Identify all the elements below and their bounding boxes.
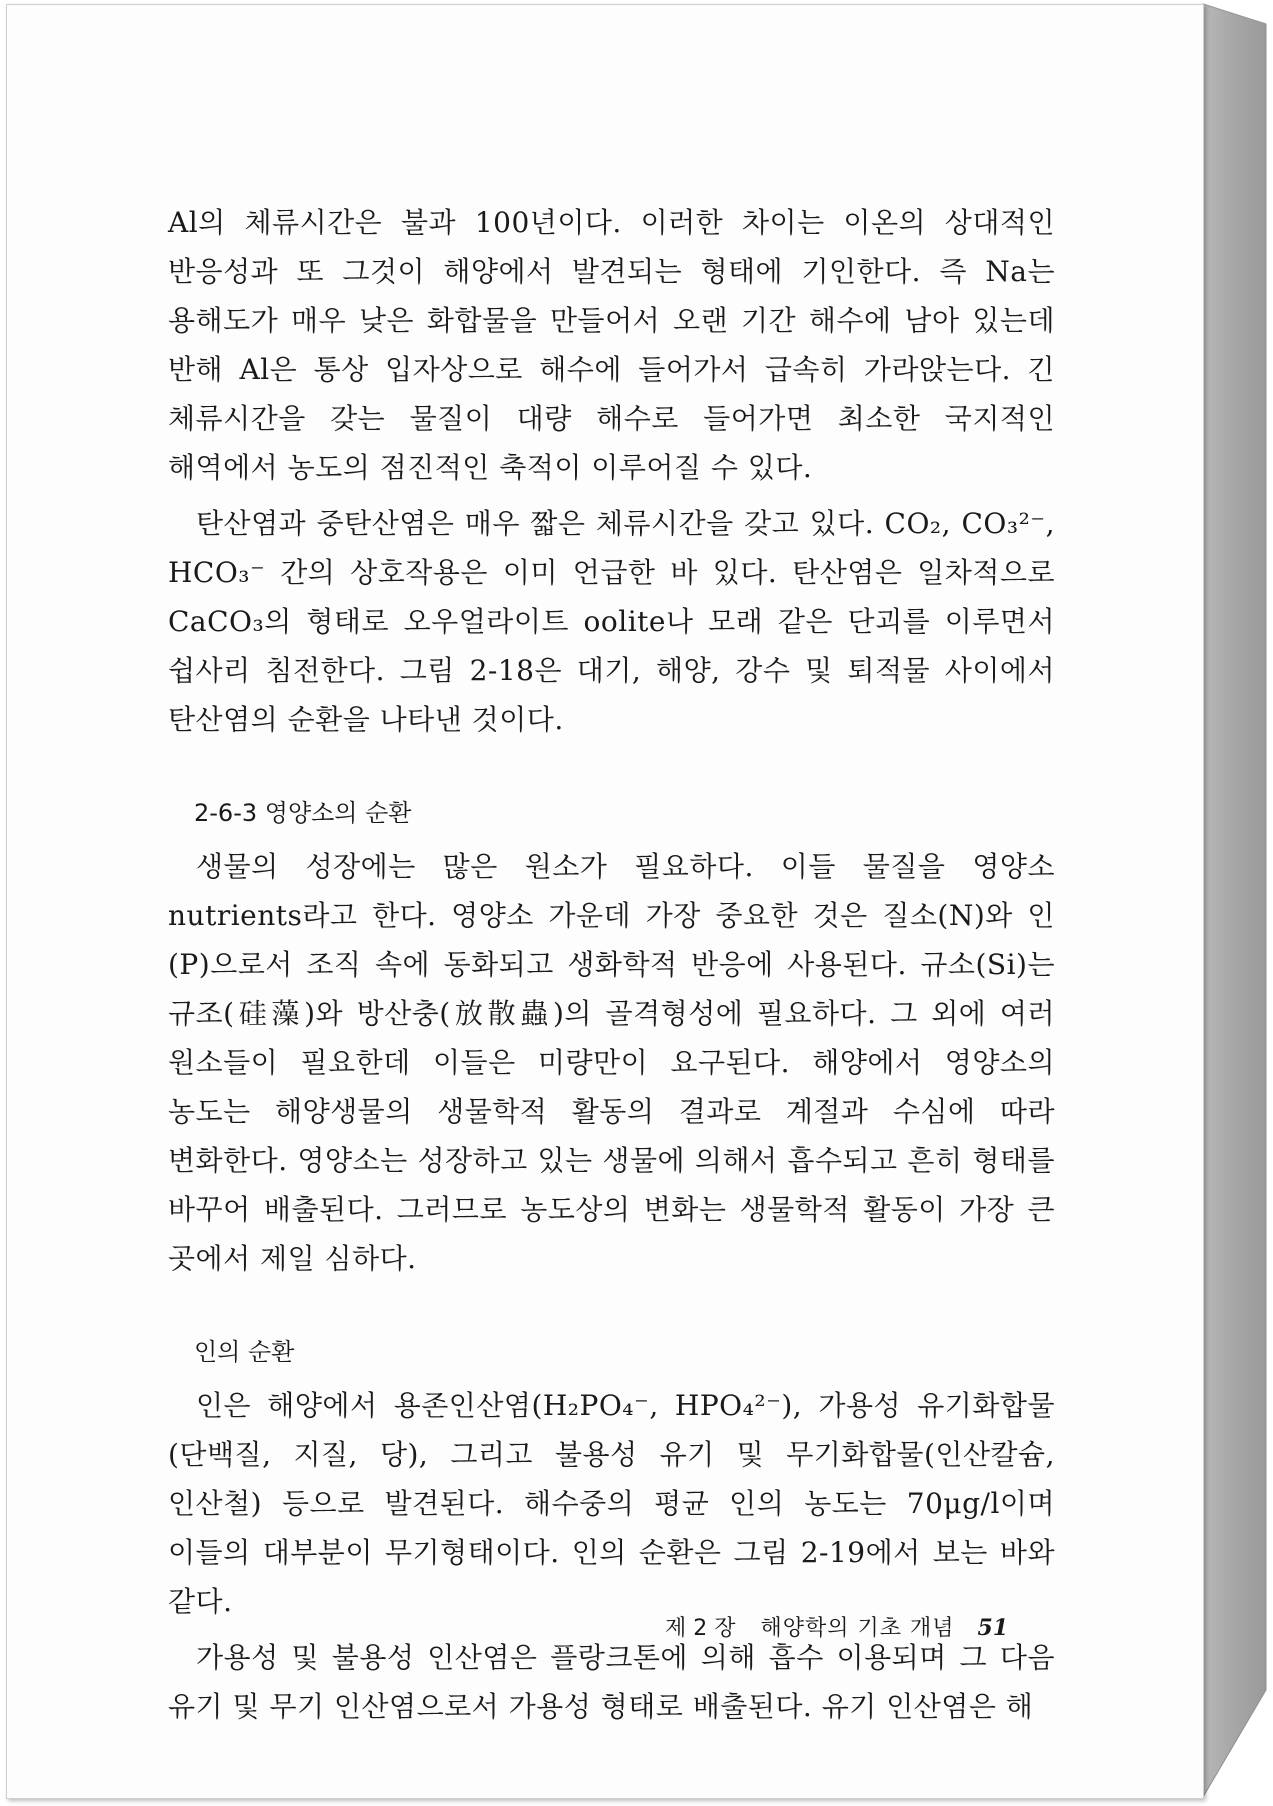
paragraph-residence-time: Al의 체류시간은 불과 100년이다. 이러한 차이는 이온의 상대적인 반응성과 또 그것이 해양에서 발견되는 형태에 기인한다. 즉 Na는 용해도가 매우 낮은 화합물을 만들어서 오랜 기간 해수에 남아 있는데 반해 Al은 통상 입자상으로 해수에 들어가서 급속히 가라앉는다. 긴 체류시간을 갖는 물질이 대량 해수로 들어가면 최소한 국지적인 해역에서 농도의 점진적인 축적이 이루어질 수 있다. [168, 206, 1055, 484]
section-heading-phosphorus-cycle: 인의 순환 [194, 1338, 295, 1366]
paragraph-phosphorus-forms: 인은 해양에서 용존인산염(H₂PO₄⁻, HPO₄²⁻), 가용성 유기화합물(단백질, 지질, 당), 그리고 불용성 유기 및 무기화합물(인산칼슘, 인산철) 등으로 발견된다. 해수중의 평균 인의 농도는 70μg/l이며 이들의 대부분이 무기형태이다. 인의 순환은 그림 2-19에서 보는 바와 같다. [168, 1389, 1055, 1618]
footer-chapter: 제 2 장 [665, 1616, 736, 1641]
page-number: 51 [977, 1615, 1009, 1641]
paragraph-phosphate-uptake: 가용성 및 불용성 인산염은 플랑크톤에 의해 흡수 이용되며 그 다음 유기 및 무기 인산염으로서 가용성 형태로 배출된다. 유기 인산염은 해 [168, 1641, 1055, 1723]
footer-chapter-title: 해양학의 기초 개념 [760, 1616, 955, 1641]
page-footer [665, 1611, 1008, 1642]
section-heading-nutrient-cycle: 2-6-3 영양소의 순환 [194, 799, 412, 827]
paragraph-carbonate: 탄산염과 중탄산염은 매우 짧은 체류시간을 갖고 있다. CO₂, CO₃²⁻, HCO₃⁻ 간의 상호작용은 이미 언급한 바 있다. 탄산염은 일차적으로 CaCO₃의 형태로 오우얼라이트 oolite나 모래 같은 단괴를 이루면서 쉽사리 침전한다. 그림 2-18은 대기, 해양, 강수 및 퇴적물 사이에서 탄산염의 순환을 나타낸 것이다. [168, 507, 1055, 736]
page-body [168, 198, 1055, 1738]
paragraph-nutrients: 생물의 성장에는 많은 원소가 필요하다. 이들 물질을 영양소 nutrients라고 한다. 영양소 가운데 가장 중요한 것은 질소(N)와 인(P)으로서 조직 속에 동화되고 생화학적 반응에 사용된다. 규소(Si)는 규조(硅藻)와 방산충(放散蟲)의 골격형성에 필요하다. 그 외에 여러 원소들이 필요한데 이들은 미량만이 요구된다. 해양에서 영양소의 농도는 해양생물의 생물학적 활동의 결과로 계절과 수심에 따라 변화한다. 영양소는 성장하고 있는 생물에 의해서 흡수되고 흔히 형태를 바꾸어 배출된다. 그러므로 농도상의 변화는 생물학적 활동이 가장 큰 곳에서 제일 심하다. [168, 850, 1055, 1275]
